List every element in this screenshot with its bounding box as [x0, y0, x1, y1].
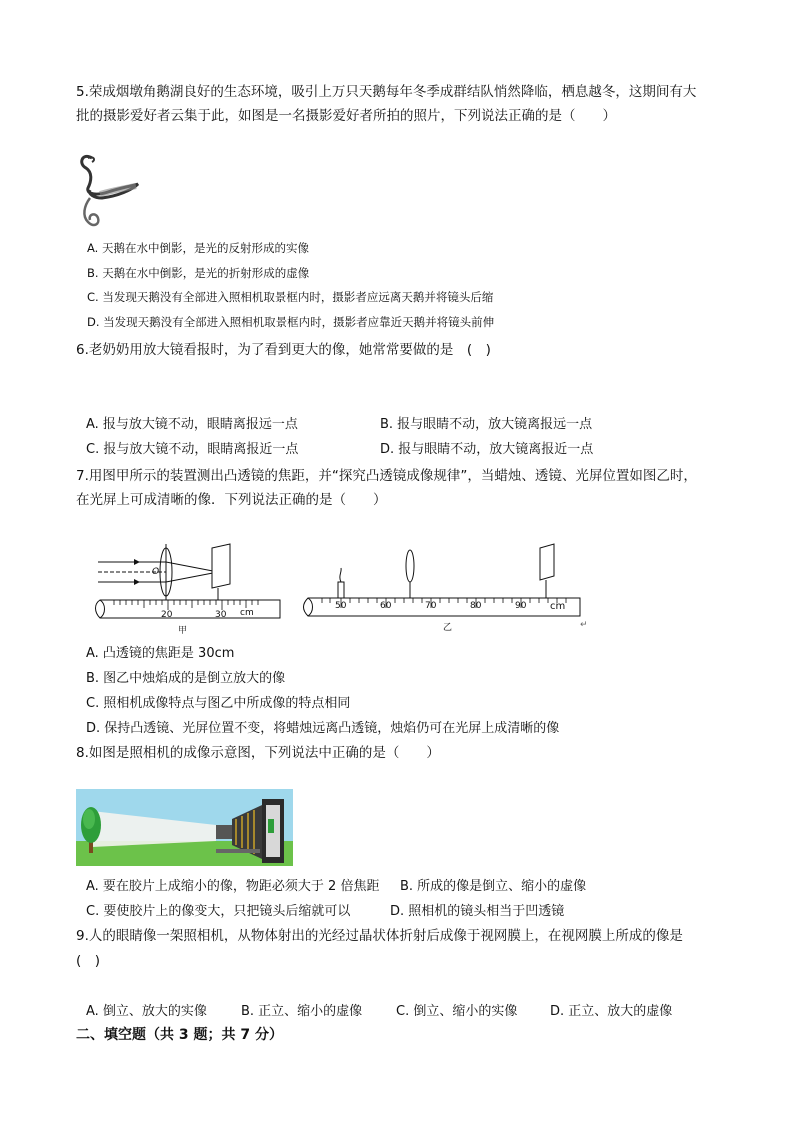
q6-option-a[interactable]: A. 报与放大镜不动，眼睛离报远一点	[86, 417, 298, 432]
q8-stem: 8.如图是照相机的成像示意图，下列说法中正确的是（ ）	[76, 745, 440, 761]
q7-option-b[interactable]: B. 图乙中烛焰成的是倒立放大的像	[86, 671, 286, 686]
swan-photo	[74, 150, 140, 232]
fig-b-tick-80: 80	[470, 601, 482, 611]
q5-option-c[interactable]: C. 当发现天鹅没有全部进入照相机取景框内时，摄影者应远离天鹅并将镜头后缩	[87, 290, 494, 304]
q5-stem-line1: 5.荣成烟墩角鹅湖良好的生态环境，吸引上万只天鹅每年冬季成群结队悄然降临，栖息越冬，这期间有大	[76, 84, 697, 100]
q8-option-a[interactable]: A. 要在胶片上成缩小的像，物距必须大于 2 倍焦距	[86, 879, 380, 894]
q6-option-b[interactable]: B. 报与眼睛不动，放大镜离报远一点	[380, 417, 593, 432]
q8-option-c[interactable]: C. 要使胶片上的像变大，只把镜头后缩就可以	[86, 904, 351, 919]
fig-a-o-label: O	[152, 567, 160, 577]
q7-stem-line1: 7.用图甲所示的装置测出凸透镜的焦距，并“探究凸透镜成像规律”，当蜡烛、透镜、光屏位置如图乙时，	[76, 468, 697, 484]
q7-option-a[interactable]: A. 凸透镜的焦距是 30cm	[86, 646, 235, 661]
q5-option-d[interactable]: D. 当发现天鹅没有全部进入照相机取景框内时，摄影者应靠近天鹅并将镜头前伸	[87, 315, 495, 329]
q9-option-b[interactable]: B. 正立、缩小的虚像	[241, 1004, 363, 1019]
q8-option-d[interactable]: D. 照相机的镜头相当于凹透镜	[390, 904, 565, 919]
q9-option-d[interactable]: D. 正立、放大的虚像	[550, 1004, 673, 1019]
figure-a	[94, 540, 294, 636]
q5-option-a[interactable]: A. 天鹅在水中倒影，是光的反射形成的实像	[87, 241, 309, 255]
fig-b-tick-60: 60	[380, 601, 392, 611]
q5-option-b[interactable]: B. 天鹅在水中倒影，是光的折射形成的虚像	[87, 266, 310, 280]
figure-b	[300, 540, 600, 636]
q6-option-d[interactable]: D. 报与眼睛不动，放大镜离报近一点	[380, 442, 594, 457]
q9-stem-line2: ( )	[76, 953, 101, 969]
q6-stem: 6.老奶奶用放大镜看报时，为了看到更大的像，她常常要做的是 ( )	[76, 342, 491, 358]
camera-imaging-diagram	[76, 789, 293, 866]
q8-option-b[interactable]: B. 所成的像是倒立、缩小的虚像	[400, 879, 587, 894]
q7-stem-line2: 在光屏上可成清晰的像．下列说法正确的是（ ）	[76, 492, 387, 508]
q9-stem-line1: 9.人的眼睛像一架照相机，从物体射出的光经过晶状体折射后成像于视网膜上，在视网膜上所成的像是	[76, 928, 683, 944]
q9-option-a[interactable]: A. 倒立、放大的实像	[86, 1004, 207, 1019]
fig-b-tick-50: 50	[335, 601, 347, 611]
section-2-title: 二、填空题（共 3 题；共 7 分）	[76, 1027, 283, 1043]
fig-b-tick-70: 70	[425, 601, 437, 611]
fig-b-tick-90: 90	[515, 601, 527, 611]
fig-a-tick-30: 30	[215, 610, 227, 620]
fig-a-unit: cm	[240, 608, 254, 618]
fig-b-caption: 乙	[443, 623, 453, 633]
fig-a-tick-20: 20	[161, 610, 173, 620]
q5-stem-line2: 批的摄影爱好者云集于此，如图是一名摄影爱好者所拍的照片，下列说法正确的是（ ）	[76, 108, 616, 124]
fig-b-unit: cm	[550, 601, 566, 612]
q7-option-d[interactable]: D. 保持凸透镜、光屏位置不变，将蜡烛远离凸透镜，烛焰仍可在光屏上成清晰的像	[86, 721, 560, 736]
q7-option-c[interactable]: C. 照相机成像特点与图乙中所成像的特点相同	[86, 696, 351, 711]
q6-option-c[interactable]: C. 报与放大镜不动，眼睛离报近一点	[86, 442, 299, 457]
return-mark-icon: ↵	[580, 620, 588, 630]
fig-a-caption: 甲	[178, 626, 188, 636]
q9-option-c[interactable]: C. 倒立、缩小的实像	[396, 1004, 518, 1019]
